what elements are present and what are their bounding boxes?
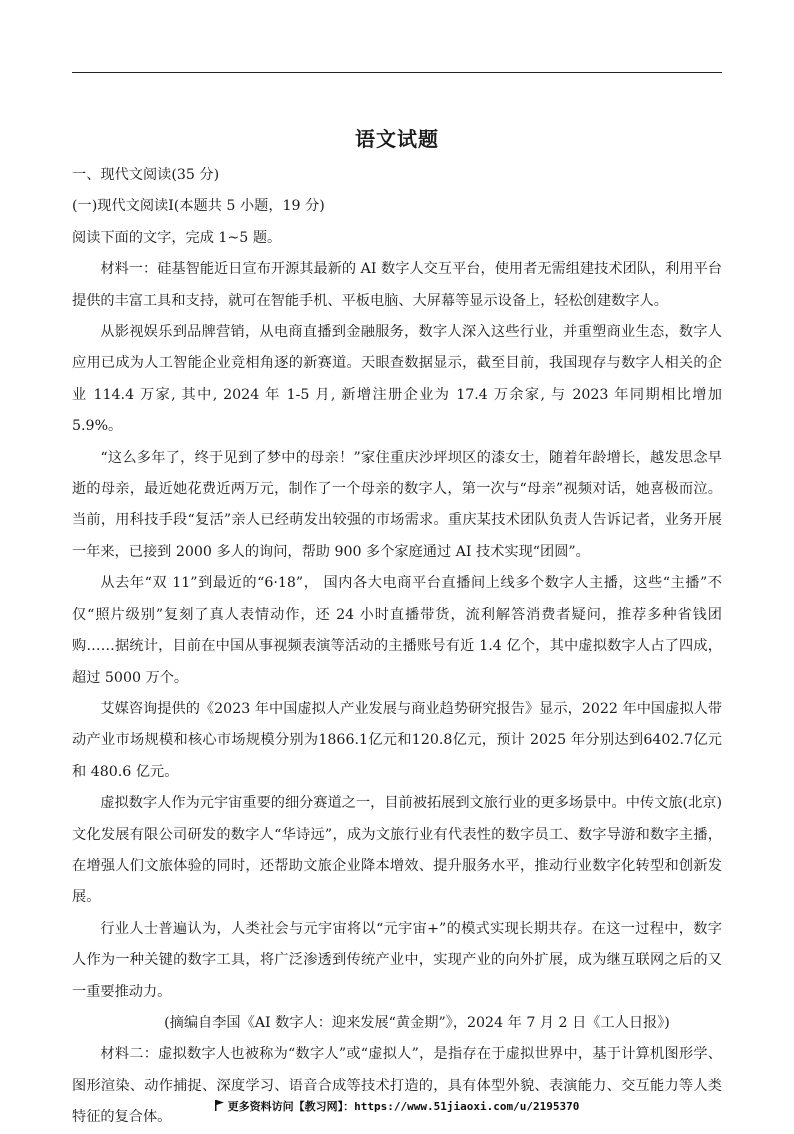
instruction: 阅读下面的文字，完成 1~5 题。 [72, 229, 282, 246]
paragraph-industry: 从影视娱乐到品牌营销，从电商直播到金融服务，数字人深入这些行业，并重塑商业生态，数字人应用已成为人工智能企业竞相角逐的新赛道。天眼查数据显示，截至目前，我国现存与数字人相关的企业 114.4 万家, 其中, 2024 年 1-5 月, 新增注册企业为 17.4 万余家, 与 2023 年同期相比增加 5.9%。 [72, 324, 722, 435]
paragraph-report: 艾媒咨询提供的《2023 年中国虚拟人产业发展与商业趋势研究报告》显示，2022 年中国虚拟人带动产业市场规模和核心市场规模分别为1866.1亿元和120.8亿元，预计 2025 年分别达到6402.7亿元和 480.6 亿元。 [72, 700, 722, 780]
paragraph-culture-tourism: 虚拟数字人作为元宇宙重要的细分赛道之一，目前被拓展到文旅行业的更多场景中。中传文旅(北京)文化发展有限公司研发的数字人“华诗远”，成为文旅行业有代表性的数字员工、数字导游和数字主播，在增强人们文旅体验的同时，还帮助文旅企业降本增效、提升服务水平，推动行业数字化转型和创新发展。 [72, 795, 722, 906]
footer [0, 1098, 794, 1114]
paragraph-livestream: 从去年“双 11”到最近的“6·18”， 国内各大电商平台直播间上线多个数字人主播，这些“主播”不仅“照片级别”复刻了真人表情动作，还 24 小时直播带货，流利解答消费者疑问，推荐多种省钱团购……据统计，目前在中国从事视频表演等活动的主播账号有近 1.4 亿个，其中虚拟数字人占了四成，超过 5000 万个。 [72, 575, 722, 686]
paragraph-material2: 材料二：虚拟数字人也被称为“数字人”或“虚拟人”，是指存在于虚拟世界中，基于计算机图形学、图形渲染、动作捕捉、深度学习、语音合成等技术打造的，具有体型外貌、表演能力、交互能力等人类特征的复合体。 [72, 1046, 722, 1126]
flag-icon [215, 1100, 224, 1114]
section-heading: 一、现代文阅读(35 分) [72, 167, 220, 183]
document-body [72, 122, 722, 1134]
page-title: 语文试题 [355, 127, 439, 151]
subsection-heading: (一)现代文阅读Ⅰ(本题共 5 小题，19 分) [72, 198, 325, 215]
footer-link[interactable]: 更多资料访问【教习网】：https://www.51jiaoxi.com/u/2195370 [227, 1100, 580, 1113]
paragraph-metaverse: 行业人士普遍认为，人类社会与元宇宙将以“元宇宙+”的模式实现长期共存。在这一过程中，数字人作为一种关键的数字工具，将广泛渗透到传统产业中，实现产业的向外扩展，成为继互联网之后的又一重要推动力。 [72, 920, 722, 1000]
paragraph-material1: 材料一：硅基智能近日宣布开源其最新的 AI 数字人交互平台，使用者无需组建技术团队，利用平台提供的丰富工具和支持，就可在智能手机、平板电脑、大屏幕等显示设备上，轻松创建数字人。 [72, 261, 722, 309]
paragraph-mother: “这么多年了，终于见到了梦中的母亲！”家住重庆沙坪坝区的漆女士，随着年龄增长，越发思念早逝的母亲，最近她花费近两万元，制作了一个母亲的数字人，第一次与“母亲”视频对话，她喜极而泣。 当前，用科技手段“复活”亲人已经萌发出较强的市场需求。重庆某技术团队负责人告诉记者，业务开展一年来，已接到 2000 多人的询问，帮助 900 多个家庭通过 AI 技术实现“团圆”。 [72, 449, 722, 560]
header-rule [72, 72, 722, 73]
source-citation: (摘编自李国《AI 数字人：迎来发展“黄金期”》，2024 年 7 月 2 日《工人日报》) [164, 1014, 670, 1031]
